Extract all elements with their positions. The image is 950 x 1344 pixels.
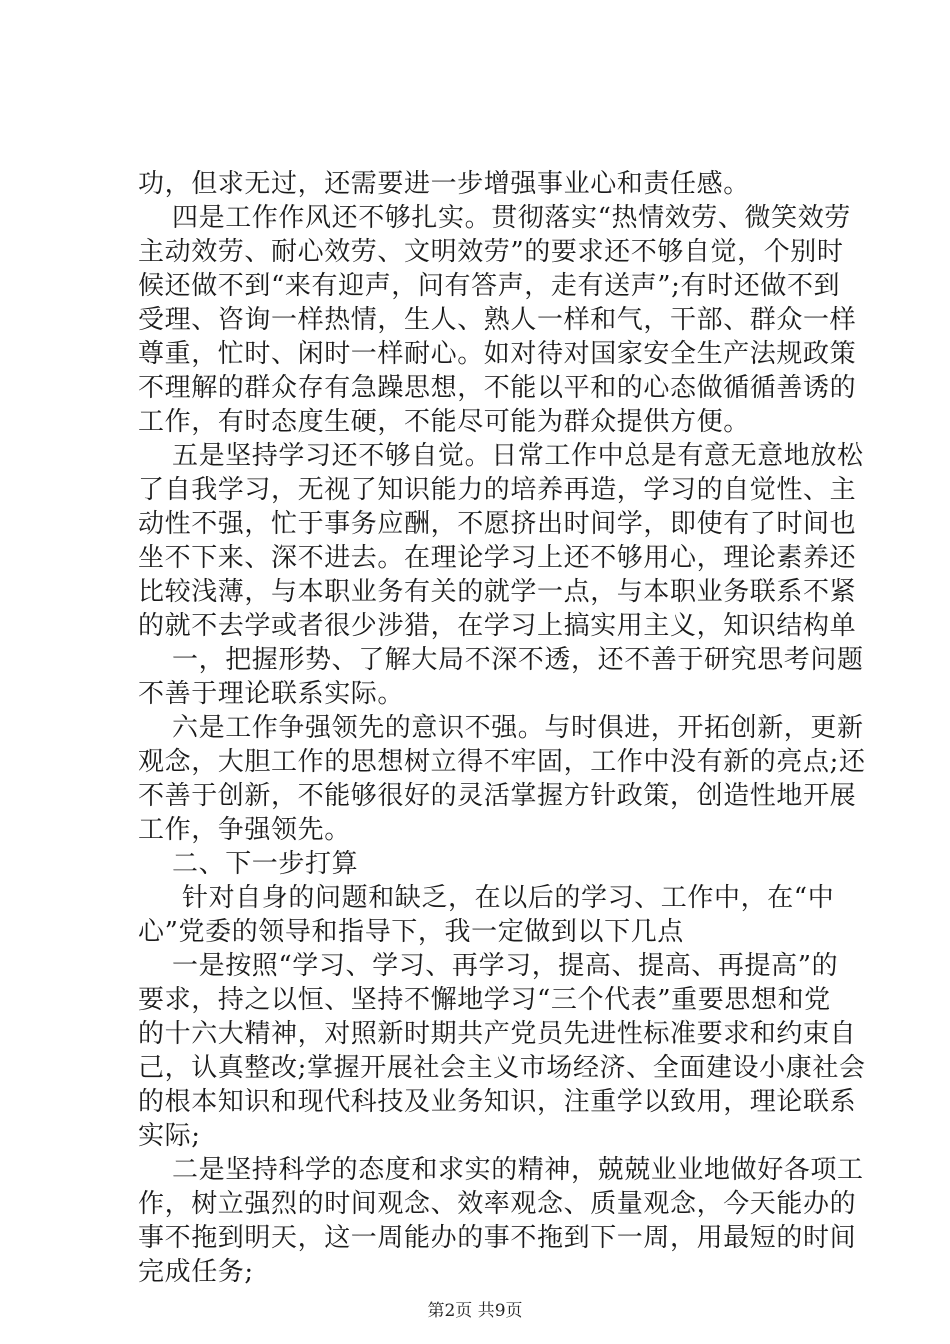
text-line: 动性不强，忙于事务应酬，不愿挤出时间学，即使有了时间也 — [138, 509, 857, 539]
text-line: 不善于理论联系实际。 — [138, 679, 405, 709]
text-line: 要求，持之以恒、坚持不懈地学习“三个代表”重要思想和党 — [138, 985, 831, 1015]
text-line: 完成任务; — [138, 1257, 254, 1287]
text-line: 功，但求无过，还需要进一步增强事业心和责任感。 — [138, 169, 750, 199]
text-line: 事不拖到明天，这一周能办的事不拖到下一周，用最短的时间 — [138, 1223, 857, 1253]
text-line: 实际; — [138, 1121, 201, 1151]
text-line: 六是工作争强领先的意识不强。与时俱进，开拓创新，更新 — [172, 713, 864, 743]
text-line: 了自我学习，无视了知识能力的培养再造，学习的自觉性、主 — [138, 475, 857, 505]
text-line: 的根本知识和现代科技及业务知识，注重学以致用，理论联系 — [138, 1087, 857, 1117]
text-line: 候还做不到“来有迎声，问有答声，走有送声”;有时还做不到 — [138, 271, 841, 301]
section-heading: 二、下一步打算 — [172, 849, 359, 879]
text-line: 四是工作作风还不够扎实。贯彻落实“热情效劳、微笑效劳 — [172, 203, 851, 233]
text-line: 观念，大胆工作的思想树立得不牢固，工作中没有新的亮点;还 — [138, 747, 866, 777]
text-line: 心”党委的领导和指导下，我一定做到以下几点 — [138, 917, 684, 947]
text-line: 作，树立强烈的时间观念、效率观念、质量观念，今天能办的 — [138, 1189, 857, 1219]
text-line: 比较浅薄，与本职业务有关的就学一点，与本职业务联系不紧 — [138, 577, 857, 607]
text-line: 工作，有时态度生硬，不能尽可能为群众提供方便。 — [138, 407, 750, 437]
text-line: 受理、咨询一样热情，生人、熟人一样和气，干部、群众一样 — [138, 305, 857, 335]
text-line: 针对自身的问题和缺乏，在以后的学习、工作中，在“中 — [182, 883, 835, 913]
text-line: 五是坚持学习还不够自觉。日常工作中总是有意无意地放松 — [172, 441, 864, 471]
text-line: 不理解的群众存有急躁思想，不能以平和的心态做循循善诱的 — [138, 373, 857, 403]
text-line: 的就不去学或者很少涉猎，在学习上搞实用主义，知识结构单 — [138, 611, 857, 641]
text-line: 一，把握形势、了解大局不深不透，还不善于研究思考问题 — [172, 645, 864, 675]
text-line: 工作，争强领先。 — [138, 815, 351, 845]
text-line: 己，认真整改;掌握开展社会主义市场经济、全面建设小康社会 — [138, 1053, 866, 1083]
text-line: 尊重，忙时、闲时一样耐心。如对待对国家安全生产法规政策 — [138, 339, 857, 369]
page-number-footer: 第2页 共9页 — [427, 1301, 523, 1321]
text-line: 的十六大精神，对照新时期共产党员先进性标准要求和约束自 — [138, 1019, 857, 1049]
text-line: 二是坚持科学的态度和求实的精神，兢兢业业地做好各项工 — [172, 1155, 864, 1185]
text-line: 不善于创新，不能够很好的灵活掌握方针政策，创造性地开展 — [138, 781, 857, 811]
text-line: 主动效劳、耐心效劳、文明效劳”的要求还不够自觉，个别时 — [138, 237, 844, 267]
text-line: 一是按照“学习、学习、再学习，提高、提高、再提高”的 — [172, 951, 839, 981]
text-line: 坐不下来、深不进去。在理论学习上还不够用心，理论素养还 — [138, 543, 857, 573]
